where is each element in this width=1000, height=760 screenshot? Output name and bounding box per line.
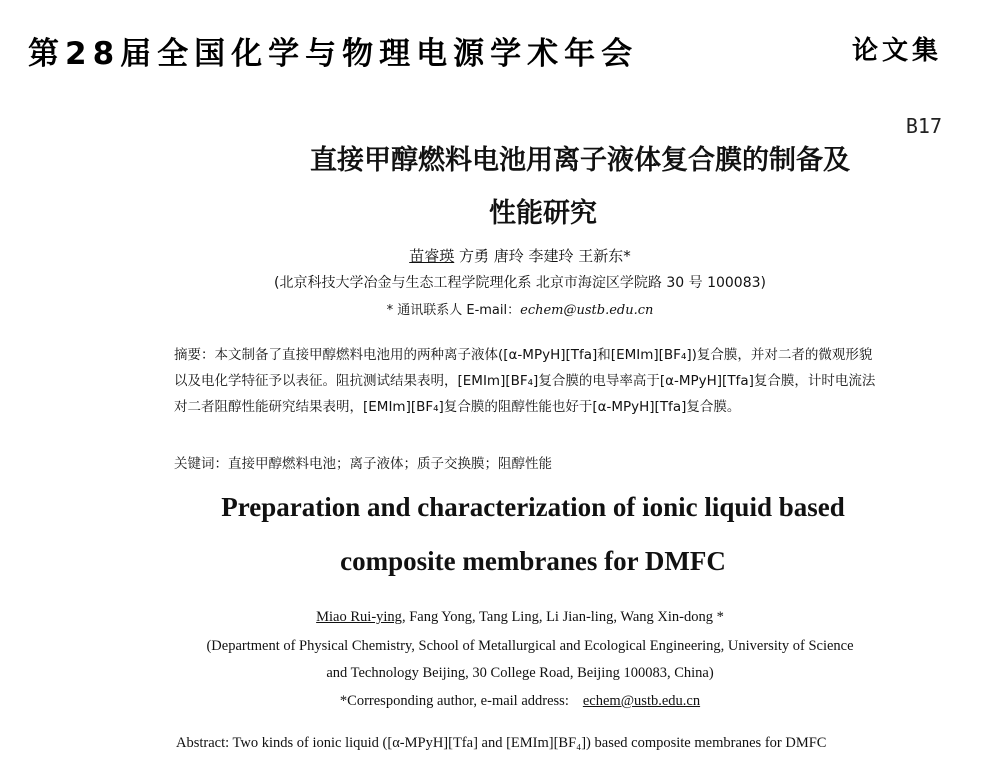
en-contact xyxy=(0,693,1000,710)
zh-contact-email: echem@ustb.edu.cn xyxy=(520,303,654,318)
zh-keywords-label: 关键词： xyxy=(174,456,228,472)
zh-abstract-text: 本文制备了直接甲醇燃料电池用的两种离子液体([α-MPyH][Tfa]和[EMIm][BF₄])复合膜，并对二者的微观形貌以及电化学特征予以表征。阻抗测试结果表明，[EMIm][BF₄]复合膜的电导率高于[α-MPyH][Tfa]复合膜，计时电流法对二者阻醇性能研究结果表明，[EMIm][BF₄]复合膜的阻醇性能也好于[α-MPyH][Tfa]复合膜。 xyxy=(174,347,876,415)
paper-code: B17 xyxy=(905,114,942,138)
zh-contact xyxy=(0,299,1000,318)
zh-first-author: 苗睿瑛 xyxy=(409,247,455,265)
en-affiliation-line2: and Technology Beijing, 30 College Road, Beijing 100083, China) xyxy=(326,665,714,681)
zh-title-line2: 性能研究 xyxy=(489,198,597,229)
zh-title-line1: 直接甲醇燃料电池用离子液体复合膜的制备及 xyxy=(310,145,850,176)
zh-keywords-text: 直接甲醇燃料电池；离子液体；质子交换膜；阻醇性能 xyxy=(228,456,552,472)
zh-abstract xyxy=(174,342,882,420)
en-title-line2: composite membranes for DMFC xyxy=(340,546,726,576)
zh-keywords xyxy=(174,452,552,472)
en-contact-label: *Corresponding author, e-mail address: xyxy=(339,693,569,709)
en-authors xyxy=(0,609,1000,626)
en-affiliation-line1: (Department of Physical Chemistry, School of Metallurgical and Ecological Engineering, University of Science xyxy=(206,638,854,654)
en-title-line1: Preparation and characterization of ionic liquid based xyxy=(221,492,845,522)
en-abstract-start: Abstract: Two kinds of ionic liquid ([α-MPyH][Tfa] and [EMIm][BF₄]) based composite membranes for DMFC xyxy=(176,735,827,751)
zh-abstract-label: 摘要： xyxy=(174,347,215,363)
zh-affiliation: (北京科技大学冶金与生态工程学院理化系 北京市海淀区学院路 30 号 100083) xyxy=(274,275,766,291)
en-first-author: Miao Rui-ying xyxy=(316,609,402,625)
en-contact-email: echem@ustb.edu.cn xyxy=(582,693,701,709)
collection-label: 论文集 xyxy=(851,36,942,66)
zh-other-authors: 方勇 唐玲 李建玲 王新东* xyxy=(454,247,631,265)
en-other-authors: , Fang Yong, Tang Ling, Li Jian-ling, Wang Xin-dong * xyxy=(401,609,724,625)
conference-header: 第28届全国化学与物理电源学术年会 xyxy=(28,36,639,72)
zh-authors xyxy=(0,245,1000,266)
zh-contact-label: * 通讯联系人 E-mail： xyxy=(386,303,521,318)
